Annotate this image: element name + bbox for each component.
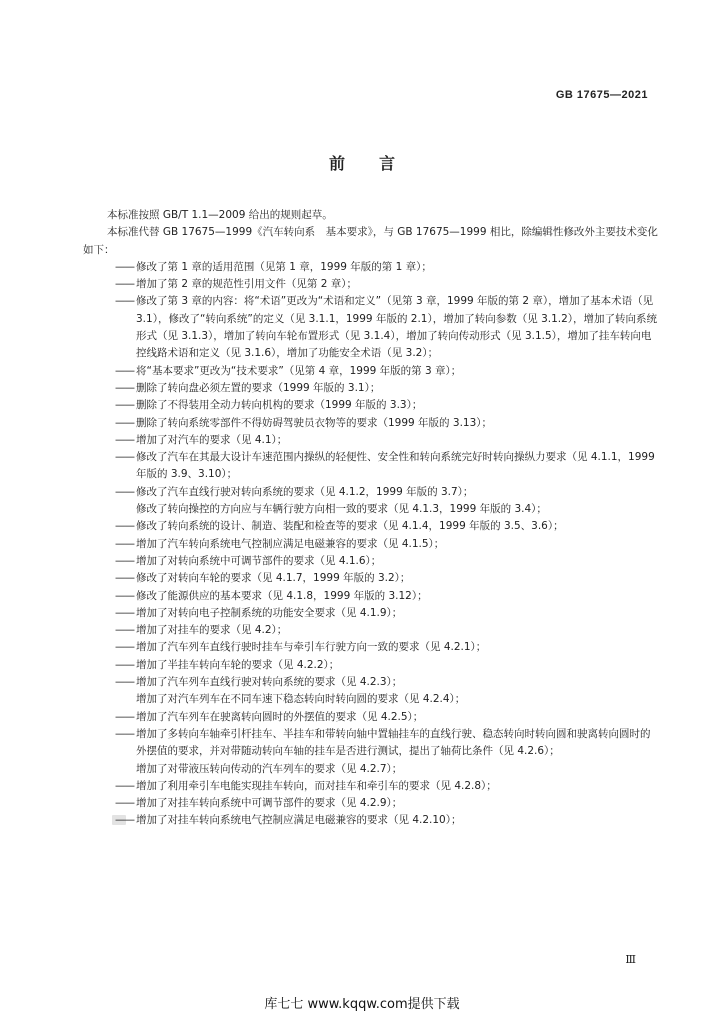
change-item (83, 397, 658, 414)
change-list (83, 259, 658, 830)
dash-marker: —— (115, 589, 134, 602)
dash-marker: —— (115, 658, 134, 671)
change-item-text: 增加了利用牵引车电能实现挂车转向，而对挂车和牵引车的要求（见 4.2.8）； (136, 779, 497, 792)
change-item (83, 484, 658, 501)
change-item-text: 修改了对转向车轮的要求（见 4.1.7，1999 年版的 3.2）； (136, 572, 411, 585)
dash-marker: —— (115, 572, 134, 585)
change-item-text: 增加了对挂车的要求（见 4.2）； (136, 624, 288, 637)
dash-marker: —— (115, 624, 134, 637)
change-item (83, 709, 658, 726)
change-item-text: 增加了汽车转向系统电气控制应满足电磁兼容的要求（见 4.1.5）； (136, 537, 445, 550)
change-item (83, 518, 658, 535)
change-item-text: 增加了对转向电子控制系统的功能安全要求（见 4.1.9）； (136, 606, 403, 619)
change-item-text: 删除了转向系统零部件不得妨碍驾驶员衣物等的要求（1999 年版的 3.13）； (136, 416, 493, 429)
dash-marker: —— (115, 381, 134, 394)
change-item-text: 修改了第 3 章的内容：将“术语”更改为“术语和定义”（见第 3 章，1999 年版的第 2 章），增加了基本术语（见 3.1），修改了“转向系统”的定义（见 3.1.1，1999 年版的 2.1），增加了转向参数（见 3.1.2），增加了转向系统形式（见 3.1.3），增加了转向车轮布置形式（见 3.1.4），增加了转向传动形式（见 3.1.5），增加了挂车转向电控线路术语和定义（见 3.1.6），增加了功能安全术语（见 3.2）； (136, 295, 658, 360)
change-item (83, 380, 658, 397)
foreword-body (83, 207, 658, 830)
change-item-text: 修改了能源供应的基本要求（见 4.1.8，1999 年版的 3.12）； (136, 589, 428, 602)
change-item (83, 812, 658, 829)
change-item (83, 259, 658, 276)
dash-marker: —— (115, 641, 134, 654)
change-item-text: 删除了不得装用全动力转向机构的要求（1999 年版的 3.3）； (136, 399, 423, 412)
intro-paragraph-2: 本标准代替 GB 17675—1999《汽车转向系 基本要求》，与 GB 17675—1999 相比，除编辑性修改外主要技术变化如下： (83, 226, 658, 256)
change-item-text: 增加了对挂车转向系统中可调节部件的要求（见 4.2.9）； (136, 797, 403, 810)
change-item-text: 修改了汽车在其最大设计车速范围内操纵的轻便性、安全性和转向系统完好时转向操纵力要求（见 4.1.1，1999 年版的 3.9、3.10）； (136, 451, 655, 481)
change-item (83, 674, 658, 691)
change-item (83, 276, 658, 293)
change-item (83, 605, 658, 622)
change-item-text: 增加了汽车列车直线行驶时挂车与牵引车行驶方向一致的要求（见 4.2.1）； (136, 641, 487, 654)
change-item (83, 639, 658, 656)
change-item (83, 449, 658, 484)
change-item (83, 795, 658, 812)
page-title: 前言 (328, 154, 429, 173)
change-item (83, 778, 658, 795)
dash-marker: —— (115, 260, 134, 273)
dash-marker: —— (115, 797, 134, 810)
dash-marker: —— (115, 554, 134, 567)
change-item-text: 修改了汽车直线行驶对转向系统的要求（见 4.1.2，1999 年版的 3.7）； (136, 485, 474, 498)
dash-marker: —— (115, 710, 134, 723)
standard-code: GB 17675—2021 (555, 89, 648, 101)
change-item-text: 修改了转向系统的设计、制造、装配和检查等的要求（见 4.1.4，1999 年版的 3.5、3.6）； (136, 520, 564, 533)
change-item-text: 增加了半挂车转向车轮的要求（见 4.2.2）； (136, 658, 340, 671)
change-item (83, 293, 658, 362)
page-number: Ⅲ (625, 953, 636, 966)
dash-marker: —— (115, 399, 134, 412)
change-item (83, 553, 658, 570)
dash-marker: —— (115, 433, 134, 446)
change-item (83, 536, 658, 553)
change-subitem: 修改了转向操控的方向应与车辆行驶方向相一致的要求（见 4.1.3，1999 年版的 3.4）； (136, 503, 547, 516)
change-item (83, 363, 658, 380)
change-item-text: 增加了多转向车轴牵引杆挂车、半挂车和带转向轴中置轴挂车的直线行驶、稳态转向时转向圆和驶离转向圆时的外摆值的要求，并对带随动转向车轴的挂车是否进行测试，提出了轴荷比条件（见 4.2.6）； (136, 727, 651, 758)
change-item (83, 657, 658, 674)
change-item-text: 增加了对转向系统中可调节部件的要求（见 4.1.6）； (136, 554, 382, 567)
dash-marker: —— (115, 814, 134, 827)
change-item-text: 增加了对挂车转向系统电气控制应满足电磁兼容的要求（见 4.2.10）； (136, 814, 462, 827)
change-item (83, 432, 658, 449)
change-item-text: 删除了转向盘必须左置的要求（1999 年版的 3.1）； (136, 381, 381, 394)
change-item-text: 增加了汽车列车直线行驶对转向系统的要求（见 4.2.3）； (136, 676, 403, 689)
dash-marker: —— (115, 520, 134, 533)
change-item (83, 622, 658, 639)
download-footer: 库七七 www.kqqw.com提供下载 (264, 997, 460, 1012)
change-item (83, 570, 658, 587)
dash-marker: —— (115, 606, 134, 619)
dash-marker: —— (115, 278, 134, 291)
change-item-text: 增加了对汽车的要求（见 4.1）； (136, 433, 288, 446)
dash-marker: —— (115, 676, 134, 689)
dash-marker: —— (115, 727, 134, 740)
change-subitem: 增加了对汽车列车在不同车速下稳态转向时转向圆的要求（见 4.2.4）； (136, 693, 466, 706)
change-item-text: 将“基本要求”更改为“技术要求”（见第 4 章，1999 年版的第 3 章）； (136, 364, 462, 377)
dash-marker: —— (115, 451, 134, 464)
dash-marker: —— (115, 416, 134, 429)
dash-marker: —— (115, 364, 134, 377)
change-item (83, 726, 658, 761)
dash-marker: —— (115, 485, 134, 498)
dash-marker: —— (115, 295, 134, 308)
change-item (83, 415, 658, 432)
change-item-text: 增加了第 2 章的规范性引用文件（见第 2 章）； (136, 278, 357, 291)
change-item-text: 修改了第 1 章的适用范围（见第 1 章，1999 年版的第 1 章）； (136, 260, 432, 273)
change-item (83, 588, 658, 605)
change-subitem: 增加了对带液压转向传动的汽车列车的要求（见 4.2.7）； (136, 762, 403, 775)
dash-marker: —— (115, 537, 134, 550)
dash-marker: —— (115, 779, 134, 792)
change-item-text: 增加了汽车列车在驶离转向圆时的外摆值的要求（见 4.2.5）； (136, 710, 424, 723)
intro-paragraph-1: 本标准按照 GB/T 1.1—2009 给出的规则起草。 (107, 209, 333, 221)
